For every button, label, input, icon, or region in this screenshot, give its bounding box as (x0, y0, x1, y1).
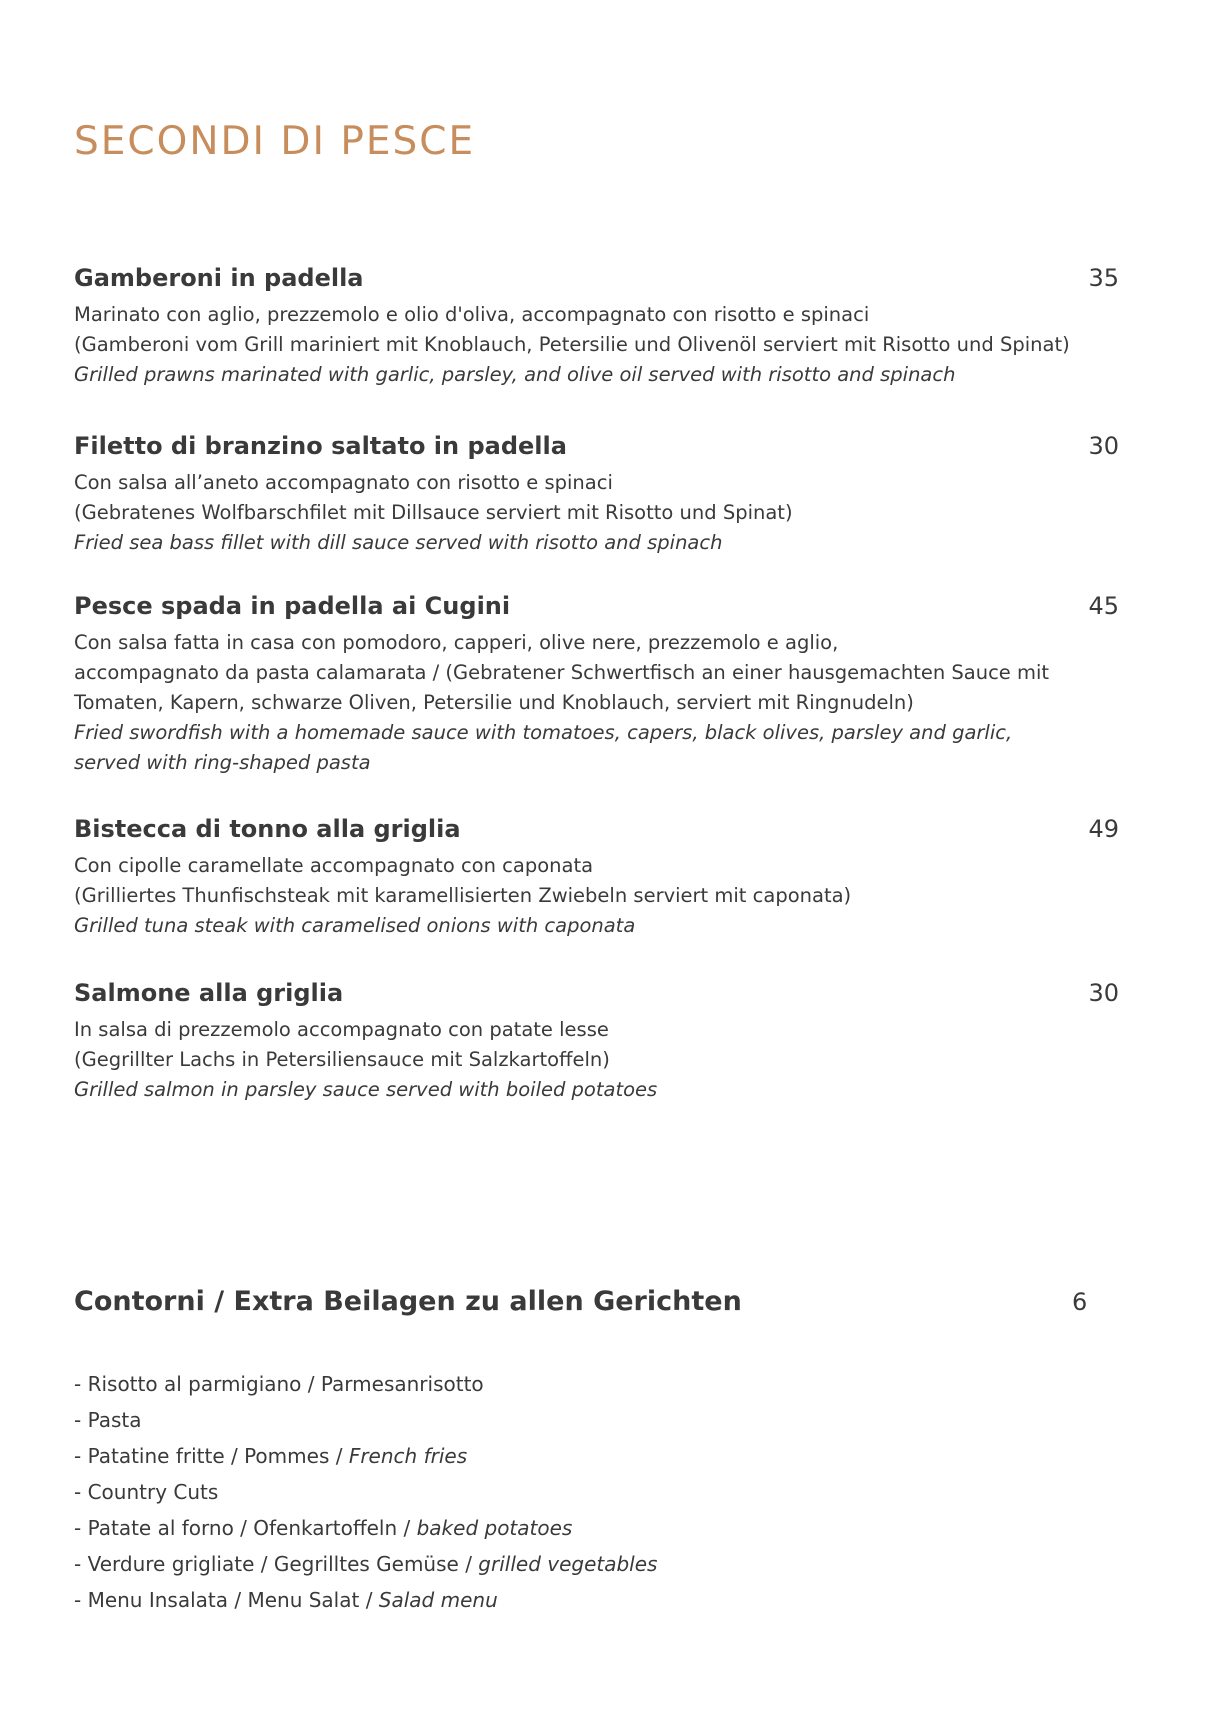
dish-pesce-spada (74, 592, 1119, 778)
sides-list (74, 1366, 657, 1618)
sides-section (74, 1286, 1119, 1317)
sides-price: 6 (1072, 1288, 1088, 1316)
list-item (74, 1510, 657, 1546)
dish-description-german: (Grilliertes Thunfischsteak mit karamellisierten Zwiebeln serviert mit caponata) (74, 884, 852, 907)
side-text-english: Salad menu (378, 1588, 498, 1612)
side-text: - Country Cuts (74, 1480, 219, 1504)
dish-name: Bistecca di tonno alla griglia (74, 815, 461, 843)
side-text: - Menu Insalata / Menu Salat / (74, 1588, 379, 1612)
dish-price: 35 (1088, 264, 1119, 292)
dish-description-english-cont: served with ring-shaped pasta (74, 751, 371, 774)
dish-branzino (74, 432, 1119, 558)
dish-description-german: (Gebratenes Wolfbarschfilet mit Dillsauce serviert mit Risotto und Spinat) (74, 501, 793, 524)
list-item (74, 1438, 657, 1474)
dish-description-english: Grilled tuna steak with caramelised onions with caponata (74, 914, 636, 937)
list-item (74, 1582, 657, 1618)
dish-name: Pesce spada in padella ai Cugini (74, 592, 511, 620)
dish-salmone (74, 979, 1119, 1105)
dish-tonno (74, 815, 1119, 941)
side-text: - Risotto al parmigiano / Parmesanrisotto (74, 1372, 484, 1396)
dish-description-italian: In salsa di prezzemolo accompagnato con patate lesse (74, 1018, 609, 1041)
list-item (74, 1366, 657, 1402)
dish-description-german: Tomaten, Kapern, schwarze Oliven, Petersilie und Knoblauch, serviert mit Ringnudeln) (74, 691, 914, 714)
side-text: - Patate al forno / Ofenkartoffeln / (74, 1516, 417, 1540)
dish-description-italian: Marinato con aglio, prezzemolo e olio d'oliva, accompagnato con risotto e spinaci (74, 303, 870, 326)
dish-price: 45 (1088, 592, 1119, 620)
side-text-english: baked potatoes (416, 1516, 573, 1540)
dish-name: Gamberoni in padella (74, 264, 364, 292)
dish-description-german: (Gamberoni vom Grill mariniert mit Knoblauch, Petersilie und Olivenöl serviert mit Risotto und Spinat) (74, 333, 1070, 356)
dish-description-english: Grilled salmon in parsley sauce served with boiled potatoes (74, 1078, 658, 1101)
dish-description-english: Fried sea bass fillet with dill sauce served with risotto and spinach (74, 531, 723, 554)
dish-description-italian: Con cipolle caramellate accompagnato con caponata (74, 854, 594, 877)
dish-name: Filetto di branzino saltato in padella (74, 432, 567, 460)
sides-header (74, 1286, 1119, 1317)
dish-gamberoni (74, 264, 1119, 390)
side-text-english: grilled vegetables (478, 1552, 658, 1576)
side-text: - Patatine fritte / Pommes / (74, 1444, 349, 1468)
dish-header (74, 432, 1119, 468)
dish-description-english: Fried swordfish with a homemade sauce with tomatoes, capers, black olives, parsley and garlic, (74, 721, 1013, 744)
dish-header (74, 264, 1119, 300)
dish-price: 30 (1088, 432, 1119, 460)
dish-description-italian-german: accompagnato da pasta calamarata / (Gebratener Schwertfisch an einer hausgemachten Sauce mit (74, 661, 1050, 684)
sides-title: Contorni / Extra Beilagen zu allen Gerichten (74, 1286, 742, 1317)
list-item (74, 1474, 657, 1510)
dish-description-italian: Con salsa all’aneto accompagnato con risotto e spinaci (74, 471, 613, 494)
dish-header (74, 592, 1119, 628)
page-title: SECONDI DI PESCE (74, 119, 476, 164)
list-item (74, 1402, 657, 1438)
dish-header (74, 815, 1119, 851)
side-text: - Verdure grigliate / Gegrilltes Gemüse / (74, 1552, 479, 1576)
dish-description-italian: Con salsa fatta in casa con pomodoro, capperi, olive nere, prezzemolo e aglio, (74, 631, 839, 654)
dish-price: 30 (1088, 979, 1119, 1007)
dish-name: Salmone alla griglia (74, 979, 344, 1007)
dish-description-german: (Gegrillter Lachs in Petersiliensauce mit Salzkartoffeln) (74, 1048, 610, 1071)
dish-description-english: Grilled prawns marinated with garlic, parsley, and olive oil served with risotto and spinach (74, 363, 956, 386)
dish-price: 49 (1088, 815, 1119, 843)
list-item (74, 1546, 657, 1582)
side-text-english: French fries (348, 1444, 468, 1468)
dish-header (74, 979, 1119, 1015)
side-text: - Pasta (74, 1408, 142, 1432)
